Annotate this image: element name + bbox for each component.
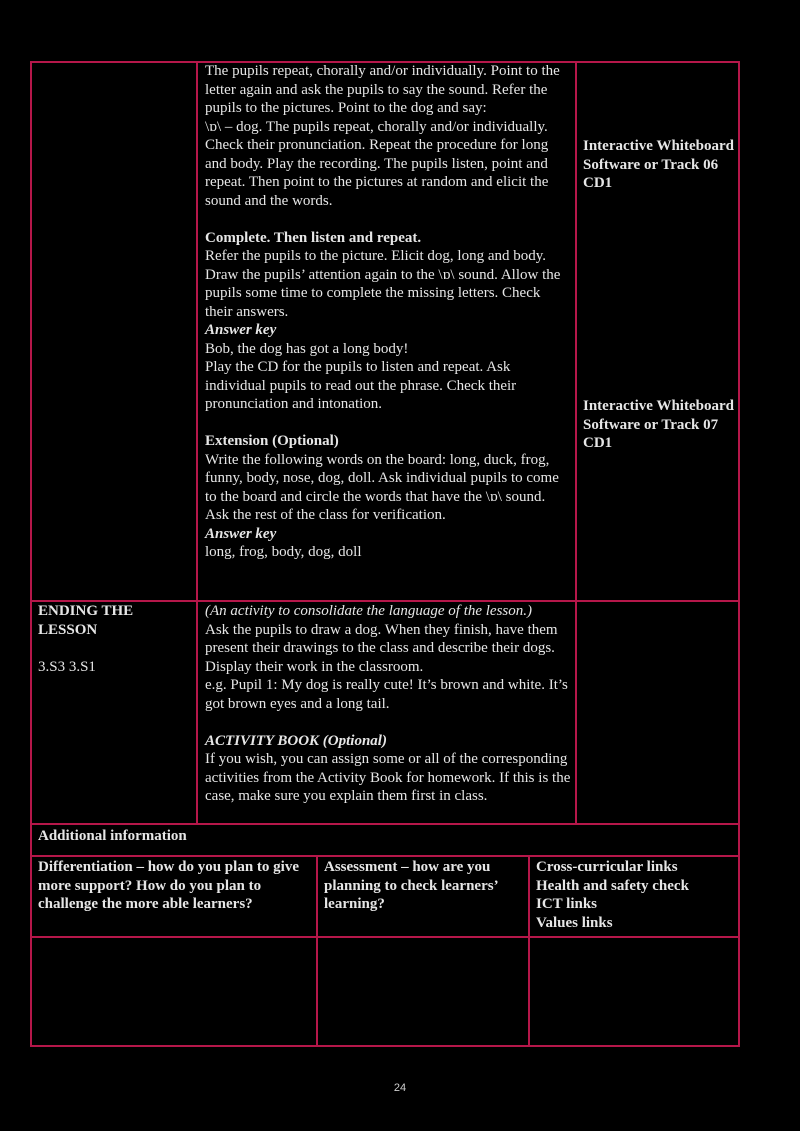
- extension-text: Write the following words on the board: long, duck, frog, funny, body, nose, dog, doll. Ask individual pupils to come to the board and circle the words that have the \ɒ\ sound. Ask the rest of the class for verification.: [205, 451, 559, 523]
- links-list: [536, 858, 736, 932]
- play-cd-text: Play the CD for the pupils to listen and repeat. Ask individual pupils to read out the phrase. Check their pronunciation and intonation.: [205, 359, 517, 412]
- procedure-paragraph-2: \ɒ\ – dog. The pupils repeat, chorally and/or individually.: [205, 118, 548, 135]
- page-number: 24: [393, 1082, 407, 1094]
- extension-heading: Extension (Optional): [205, 433, 339, 449]
- health-safety-check: Health and safety check: [536, 877, 689, 894]
- activity-book-heading: ACTIVITY BOOK (Optional): [205, 732, 387, 749]
- column-divider-assessment: [316, 855, 318, 1047]
- procedure-paragraph-1: The pupils repeat, chorally and/or individually. Point to the letter again and ask the pupils to say the sound. Refer the pupils to the pictures. Point to the dog and say:: [205, 63, 560, 116]
- row-divider-additional: [30, 823, 740, 825]
- differentiation-question: Differentiation – how do you plan to give more support? How do you plan to challenge the more able learners?: [38, 859, 299, 912]
- answer-key-text: Bob, the dog has got a long body!: [205, 340, 409, 357]
- answer-key-text-2: long, frog, body, dog, doll: [205, 544, 362, 560]
- complete-text: Refer the pupils to the picture. Elicit dog, long and body. Draw the pupils’ attention again to the \ɒ\ sound. Allow the pupils some time to complete the missing letters. Check their answers.: [205, 248, 561, 320]
- activity-procedure-cell: [205, 62, 571, 562]
- table-border-left: [30, 61, 32, 1047]
- complete-heading: Complete. Then listen and repeat.: [205, 229, 422, 246]
- stage-codes: 3.S3 3.S1: [38, 658, 96, 675]
- ending-text: Ask the pupils to draw a dog. When they finish, have them present their drawings to the class and describe their dogs. Display their work in the classroom.: [205, 621, 558, 675]
- values-links: Values links: [536, 914, 613, 931]
- row-divider-questions: [30, 855, 740, 857]
- assessment-question: Assessment – how are you planning to check learners’ learning?: [324, 859, 498, 912]
- cross-curricular-links: Cross-curricular links: [536, 859, 678, 875]
- table-border-right: [738, 61, 740, 1047]
- additional-info-title: Additional information: [38, 828, 187, 844]
- activity-book-text: If you wish, you can assign some or all of the corresponding activities from the Activity Book for homework. If this is the case, make sure you explain them first in class.: [205, 751, 571, 804]
- row-divider-answers: [30, 936, 740, 938]
- answer-key-label: Answer key: [205, 322, 277, 338]
- resource-track-06: Interactive Whiteboard Software or Track 06 CD1: [583, 138, 734, 191]
- procedure-paragraph-3: Check their pronunciation. Repeat the procedure for long and body. Play the recording. The pupils listen, point and repeat. Then point to the pictures at random and elicit the sound and the words.: [205, 137, 549, 209]
- ending-procedure-cell: [205, 602, 571, 806]
- column-divider-stage: [196, 61, 198, 825]
- stage-title: ENDING THE LESSON: [38, 603, 134, 638]
- answer-key-label-2: Answer key: [205, 525, 277, 542]
- column-divider-resources: [575, 61, 577, 825]
- table-border-bottom: [30, 1045, 740, 1047]
- ict-links: ICT links: [536, 896, 598, 912]
- ending-example: e.g. Pupil 1: My dog is really cute! It’s brown and white. It’s got brown eyes and a long tail.: [205, 677, 568, 712]
- resource-track-07: Interactive Whiteboard Software or Track 07 CD1: [583, 398, 734, 451]
- ending-intro: (An activity to consolidate the language of the lesson.): [205, 603, 533, 619]
- column-divider-links: [528, 855, 530, 1047]
- ending-stage-cell: [38, 602, 188, 676]
